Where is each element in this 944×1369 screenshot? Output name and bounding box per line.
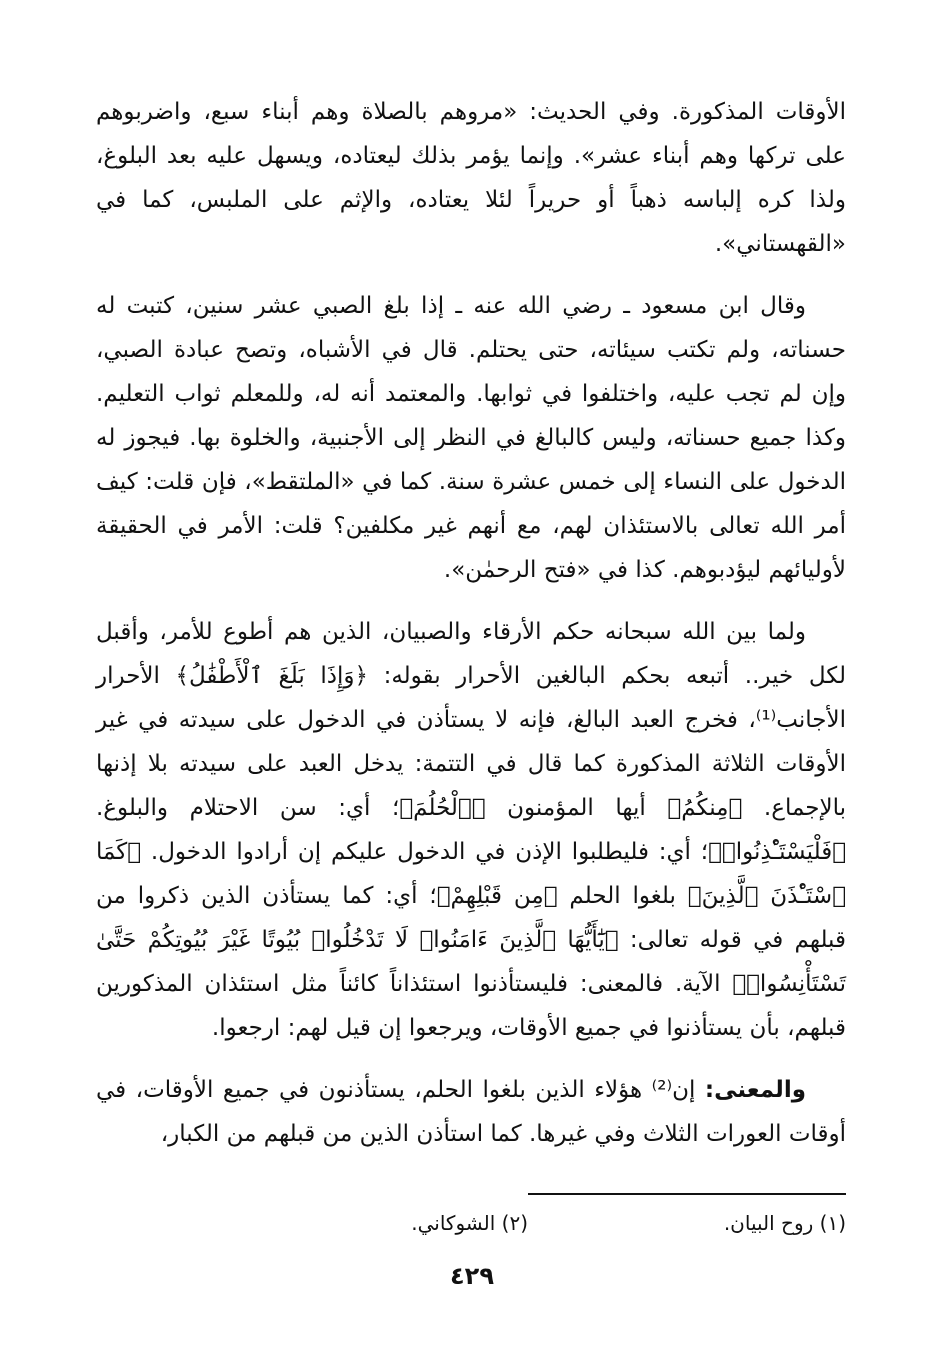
- main-text: [96, 90, 846, 1156]
- footnotes: [96, 1207, 846, 1239]
- paragraph-3: ولما بين الله سبحانه حكم الأرقاء والصبيان، الذين هم أطوع للأمر، وأقبل لكل خير.. أتبعه بحكم البالغين الأحرار بقوله: ﴿وَإِذَا بَلَغَ ٱلْأَطْفَٰلُ﴾ الأحرار الأجانب⁽¹⁾، فخرج العبد البالغ، فإنه لا يستأذن في الدخول على سيدته في غير الأوقات الثلاثة المذكورة كما قال في التتمة: يدخل العبد على سيدته بلا إذنها بالإجماع. ﴿مِنكُمُ﴾ أيها المؤمنون ﴿ٱلْحُلُمَ﴾؛ أي: سن الاحتلام والبلوغ. ﴿فَلْيَسْتَـْٔذِنُوا۟﴾؛ أي: فليطلبوا الإذن في الدخول عليكم إن أرادوا الدخول. ﴿كَمَا ٱسْتَـْٔذَنَ ٱلَّذِينَ﴾ بلغوا الحلم ﴿مِن قَبْلِهِمْ﴾؛ أي: كما يستأذن الذين ذكروا من قبلهم في قوله تعالى: ﴿يَٰٓأَيُّهَا ٱلَّذِينَ ءَامَنُوا۟ لَا تَدْخُلُوا۟ بُيُوتًا غَيْرَ بُيُوتِكُمْ حَتَّىٰ تَسْتَأْنِسُوا۟﴾ الآية. فالمعنى: فليستأذنوا استئذاناً كائناً مثل استئذان المذكورين قبلهم، بأن يستأذنوا في جميع الأوقات، ويرجعوا إن قيل لهم: ارجعوا.: [96, 619, 846, 1041]
- paragraph-2: وقال ابن مسعود ـ رضي الله عنه ـ إذا بلغ الصبي عشر سنين، كتبت له حسناته، ولم تكتب سيئاته، حتى يحتلم. قال في الأشباه، وتصح عبادة الصبي، وإن لم تجب عليه، واختلفوا في ثوابها. والمعتمد أنه له، وللمعلم ثواب التعليم. وكذا جميع حسناته، وليس كالبالغ في النظر إلى الأجنبية، والخلوة بها. فيجوز له الدخول على النساء إلى خمس عشرة سنة. كما في «الملتقط»، فإن قلت: كيف أمر الله تعالى بالاستئذان لهم، مع أنهم غير مكلفين؟ قلت: الأمر في الحقيقة لأوليائهم ليؤدبوهم. كذا في «فتح الرحمٰن».: [96, 293, 846, 583]
- paragraph-4-lead: والمعنى:: [704, 1077, 806, 1103]
- paragraph-4: [96, 1068, 846, 1156]
- page-number: ٤٢٩: [450, 1262, 494, 1290]
- paragraph-1: الأوقات المذكورة. وفي الحديث: «مروهم بالصلاة وهم أبناء سبع، واضربوهم على تركها وهم أبناء عشر». وإنما يؤمر بذلك ليعتاده، ويسهل عليه بعد البلوغ، ولذا كره إلباسه ذهباً أو حريراً لئلا يعتاده، والإثم على الملبس، كما في «القهستاني».: [96, 99, 846, 257]
- footnote-2: (٢) الشوكاني.: [411, 1211, 528, 1235]
- paragraph-4-text: إن⁽²⁾ هؤلاء الذين بلغوا الحلم، يستأذنون في جميع الأوقات، في أوقات العورات الثلاث وفي غيرها. كما استأذن الذين من قبلهم من الكبار،: [96, 1077, 846, 1147]
- footnote-1: (١) روح البيان.: [723, 1211, 846, 1235]
- footnote-divider: [528, 1193, 846, 1195]
